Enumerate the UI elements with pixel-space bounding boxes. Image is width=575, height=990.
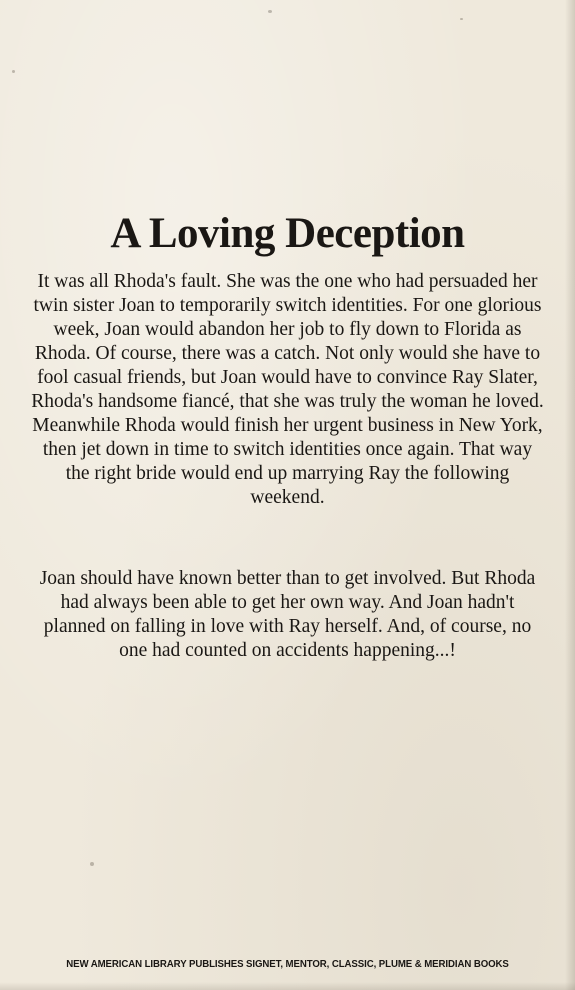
book-title: A Loving Deception bbox=[110, 210, 465, 257]
paper-speck bbox=[460, 18, 463, 20]
paper-speck bbox=[268, 10, 272, 13]
blurb-paragraph-1: It was all Rhoda's fault. She was the one who had persuaded her twin sister Joan to temporarily switch identities. For one glorious week, Joan would abandon her job to fly down to Florida as Rhoda. Of course, there was a catch. Not only would she have to fool casual friends, but Joan would have to convince Ray Slater, Rhoda's handsome fiancé, that she was truly the woman he loved. Meanwhile Rhoda would finish her urgent business in New York, then jet down in time to switch identities once again. That way the right bride would end up marrying Ray the following weekend. bbox=[31, 271, 544, 508]
page-bottom-shadow bbox=[0, 982, 575, 990]
publisher-line: NEW AMERICAN LIBRARY PUBLISHES SIGNET, MENTOR, CLASSIC, PLUME & MERIDIAN BOOKS bbox=[66, 958, 509, 970]
paper-speck bbox=[12, 70, 15, 73]
page-edge-shadow bbox=[565, 0, 575, 990]
paper-speck bbox=[90, 862, 94, 866]
blurb-paragraph-2: Joan should have known better than to get involved. But Rhoda had always been able to get her own way. And Joan hadn't planned on falling in love with Ray herself. And, of course, no one had counted on accidents happening...! bbox=[39, 568, 536, 661]
